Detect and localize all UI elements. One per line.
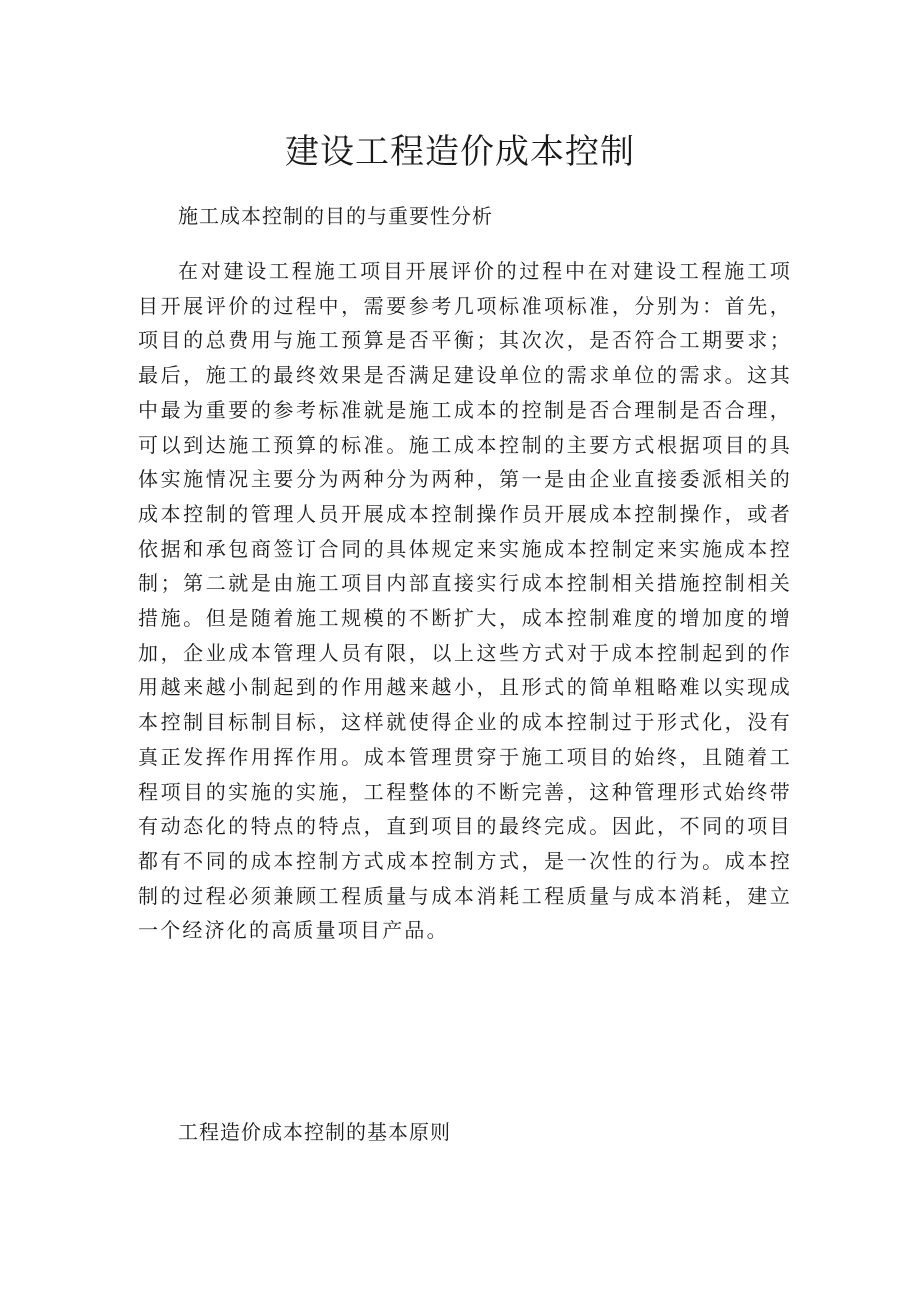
body-paragraph: 在对建设工程施工项目开展评价的过程中在对建设工程施工项目开展评价的过程中，需要参考几项标准项标准，分别为：首先，项目的总费用与施工预算是否平衡；其次次，是否符合工期要求；最后，施工的最终效果是否满足建设单位的需求单位的需求。这其中最为重要的参考标准就是施工成本的控制是否合理制是否合理，可以到达施工预算的标准。施工成本控制的主要方式根据项目的具体实施情况主要分为两种分为两种，第一是由企业直接委派相关的成本控制的管理人员开展成本控制操作员开展成本控制操作，或者依据和承包商签订合同的具体规定来实施成本控制定来实施成本控制；第二就是由施工项目内部直接实行成本控制相关措施控制相关措施。但是随着施工规模的不断扩大，成本控制难度的增加度的增加，企业成本管理人员有限，以上这些方式对于成本控制起到的作用越来越小制起到的作用越来越小，且形式的简单粗略难以实现成本控制目标制目标，这样就使得企业的成本控制过于形式化，没有真正发挥作用挥作用。成本管理贯穿于施工项目的始终，且随着工程项目的实施的实施，工程整体的不断完善，这种管理形式始终带有动态化的特点的特点，直到项目的最终完成。因此，不同的项目都有不同的成本控制方式成本控制方式，是一次性的行为。成本控制的过程必须兼顾工程质量与成本消耗工程质量与成本消耗，建立一个经济化的高质量项目产品。 bbox=[138, 259, 792, 943]
document-title: 建设工程造价成本控制 bbox=[285, 132, 635, 172]
section-heading-purpose-importance: 施工成本控制的目的与重要性分析 bbox=[178, 204, 493, 228]
section-heading-basic-principles: 工程造价成本控制的基本原则 bbox=[178, 1120, 451, 1144]
